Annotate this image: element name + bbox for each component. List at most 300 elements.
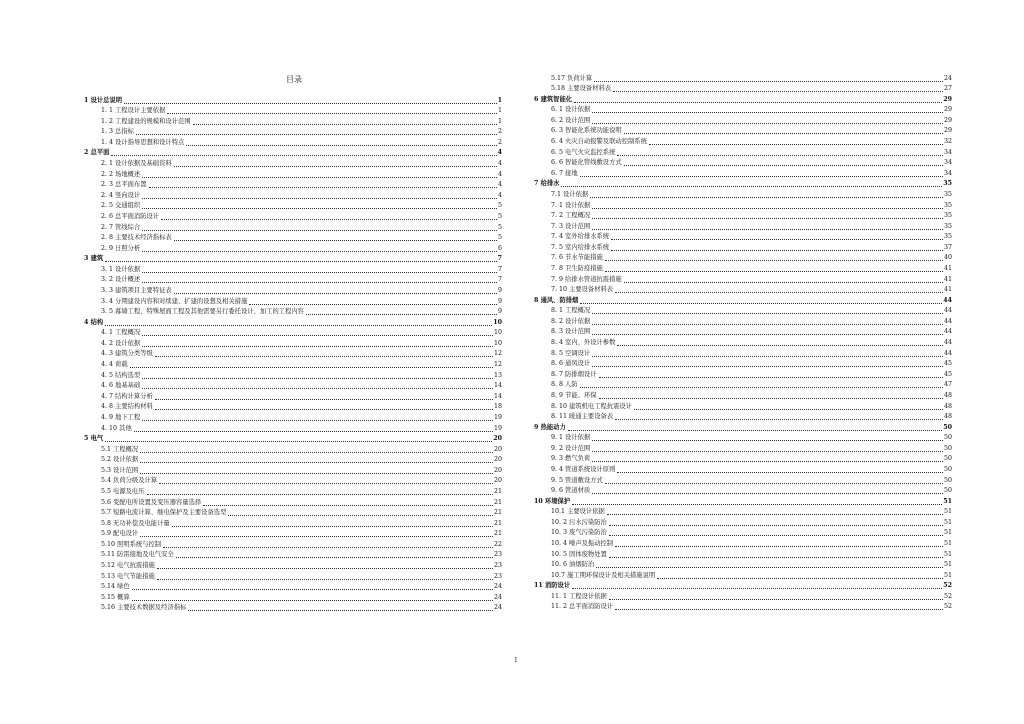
toc-leader-dots: [105, 260, 496, 262]
toc-leader-dots: [572, 587, 942, 589]
toc-subsection-entry: [534, 443, 952, 454]
toc-entry-page: 24: [943, 74, 952, 82]
toc-leader-dots: [624, 164, 943, 166]
toc-entry-page: 50: [943, 455, 952, 463]
toc-entry-title: 10.7 施工期环保设计及相关措施说明: [551, 571, 656, 579]
toc-subsection-entry: [534, 369, 952, 380]
toc-leader-dots: [609, 556, 943, 558]
toc-leader-dots: [142, 387, 493, 389]
toc-leader-dots: [561, 185, 942, 187]
toc-subsection-entry: [84, 476, 502, 487]
toc-subsection-entry: [534, 570, 952, 581]
toc-leader-dots: [596, 566, 943, 568]
toc-entry-title: 8 通风、防排烟: [534, 296, 579, 304]
toc-subsection-entry: [534, 136, 952, 147]
toc-entry-title: 7. 10 主要设备材料表: [551, 286, 614, 294]
toc-entry-title: 5.5 电源及电压: [101, 487, 145, 495]
toc-entry-title: 11. 1 工程设计依据: [551, 592, 607, 600]
toc-entry-page: 19: [493, 413, 502, 421]
toc-entry-page: 51: [943, 540, 952, 548]
toc-subsection-entry: [534, 316, 952, 327]
toc-leader-dots: [590, 196, 943, 198]
toc-entry-title: 10. 3 废气污染防治: [551, 529, 607, 537]
toc-entry-title: 4. 9 地下工程: [101, 413, 141, 421]
toc-entry-page: 21: [493, 530, 502, 538]
toc-entry-title: 7. 9 给排水管道抗震措施: [551, 275, 622, 283]
toc-entry-page: 50: [943, 423, 952, 431]
toc-entry-page: 44: [943, 339, 952, 347]
toc-entry-page: 10: [493, 318, 502, 326]
toc-entry-page: 41: [943, 286, 952, 294]
toc-leader-dots: [615, 608, 943, 610]
toc-section-entry: [534, 496, 952, 507]
toc-entry-title: 1. 1 工程设计主要依据: [101, 107, 166, 115]
toc-entry-title: 7. 1 设计依据: [551, 201, 591, 209]
toc-entry-page: 32: [943, 138, 952, 146]
toc-leader-dots: [155, 355, 493, 357]
toc-entry-page: 50: [943, 465, 952, 473]
toc-leader-dots: [592, 323, 943, 325]
toc-leader-dots: [592, 217, 943, 219]
toc-subsection-entry: [534, 380, 952, 391]
toc-entry-title: 7. 6 节水节能措施: [551, 254, 603, 262]
toc-entry-title: 4. 1 工程概况: [101, 329, 141, 337]
toc-entry-title: 7. 5 室内给排水系统: [551, 243, 610, 251]
toc-leader-dots: [124, 102, 497, 104]
toc-section-entry: [534, 422, 952, 433]
page-number: 1: [514, 657, 518, 664]
toc-leader-dots: [580, 175, 943, 177]
toc-leader-dots: [609, 534, 943, 536]
toc-entry-page: 24: [493, 604, 502, 612]
toc-entry-title: 4. 8 主要结构材料: [101, 403, 153, 411]
toc-entry-title: 9 热能动力: [534, 423, 566, 431]
toc-entry-page: 18: [493, 403, 502, 411]
toc-leader-dots: [599, 376, 943, 378]
toc-subsection-entry: [534, 549, 952, 560]
toc-entry-page: 23: [493, 572, 502, 580]
toc-leader-dots: [592, 312, 943, 314]
toc-leader-dots: [592, 207, 943, 209]
toc-entry-page: 52: [943, 603, 952, 611]
toc-entry-page: 9: [497, 308, 502, 316]
toc-section-entry: [84, 148, 502, 159]
toc-entry-page: 23: [493, 551, 502, 559]
toc-subsection-entry: [84, 571, 502, 582]
toc-subsection-entry: [84, 486, 502, 497]
toc-entry-title: 4. 10 其他: [101, 424, 132, 432]
toc-entry-title: 8. 7 防排烟设计: [551, 370, 597, 378]
toc-entry-title: 6 建筑智能化: [534, 95, 573, 103]
toc-entry-page: 21: [493, 519, 502, 527]
toc-subsection-entry: [84, 592, 502, 603]
toc-leader-dots: [174, 239, 497, 241]
toc-subsection-entry: [84, 391, 502, 402]
toc-leader-dots: [132, 588, 493, 590]
toc-entry-page: 35: [943, 233, 952, 241]
toc-leader-dots: [159, 482, 493, 484]
toc-leader-dots: [306, 313, 497, 315]
toc-title: 目录: [286, 75, 302, 84]
toc-subsection-entry: [84, 349, 502, 360]
toc-entry-title: 6. 6 智能化管线敷设方式: [551, 159, 622, 167]
toc-subsection-entry: [84, 211, 502, 222]
toc-subsection-entry: [534, 73, 952, 84]
toc-leader-dots: [617, 154, 943, 156]
toc-entry-page: 9: [497, 297, 502, 305]
toc-subsection-entry: [84, 539, 502, 550]
toc-entry-page: 9: [497, 286, 502, 294]
toc-subsection-entry: [534, 189, 952, 200]
toc-entry-page: 4: [497, 191, 502, 199]
toc-subsection-entry: [84, 137, 502, 148]
toc-subsection-entry: [534, 591, 952, 602]
toc-entry-title: 9. 6 管道材质: [551, 487, 591, 495]
toc-entry-page: 51: [943, 550, 952, 558]
toc-leader-dots: [592, 122, 943, 124]
toc-section-entry: [84, 317, 502, 328]
toc-subsection-entry: [84, 402, 502, 413]
toc-entry-page: 51: [943, 561, 952, 569]
toc-entry-title: 10.1 主要设计依据: [551, 508, 605, 516]
toc-entry-title: 3 建筑: [84, 255, 104, 263]
toc-leader-dots: [634, 408, 943, 410]
toc-leader-dots: [592, 460, 943, 462]
toc-subsection-entry: [534, 115, 952, 126]
toc-subsection-entry: [84, 412, 502, 423]
toc-entry-title: 5.12 电气抗震措施: [101, 562, 155, 570]
toc-leader-dots: [172, 525, 493, 527]
toc-entry-page: 1: [497, 117, 502, 125]
toc-subsection-entry: [534, 475, 952, 486]
toc-entry-title: 3. 5 幕墙工程、特殊屋面工程及其他需要另行委托设计、加工的工程内容: [101, 308, 304, 316]
toc-leader-dots: [568, 429, 942, 431]
toc-entry-title: 5.10 照明系统与控制: [101, 540, 162, 548]
toc-leader-dots: [130, 366, 493, 368]
toc-leader-dots: [140, 472, 493, 474]
toc-entry-page: 27: [943, 85, 952, 93]
toc-entry-title: 5.1 工程概况: [101, 445, 139, 453]
toc-leader-dots: [132, 599, 493, 601]
toc-subsection-entry: [534, 412, 952, 423]
toc-entry-page: 10: [493, 339, 502, 347]
toc-entry-page: 24: [493, 583, 502, 591]
toc-entry-page: 7: [497, 255, 502, 263]
toc-subsection-entry: [84, 307, 502, 318]
toc-subsection-entry: [534, 126, 952, 137]
toc-entry-title: 4 结构: [84, 318, 104, 326]
toc-leader-dots: [592, 355, 943, 357]
toc-subsection-entry: [84, 190, 502, 201]
toc-entry-page: 48: [943, 413, 952, 421]
toc-entry-title: 3. 3 建筑项目主要特征表: [101, 286, 172, 294]
toc-entry-page: 40: [943, 254, 952, 262]
toc-entry-title: 1 设计总说明: [84, 96, 123, 104]
toc-subsection-entry: [84, 275, 502, 286]
toc-subsection-entry: [84, 222, 502, 233]
toc-section-entry: [534, 295, 952, 306]
toc-entry-page: 20: [493, 435, 502, 443]
toc-entry-title: 5.3 设计范围: [101, 466, 139, 474]
toc-entry-page: 12: [493, 350, 502, 358]
toc-subsection-entry: [534, 263, 952, 274]
toc-subsection-entry: [534, 105, 952, 116]
toc-entry-page: 6: [497, 244, 502, 252]
toc-entry-title: 5.14 绿色: [101, 583, 130, 591]
toc-entry-page: 20: [493, 445, 502, 453]
toc-leader-dots: [142, 345, 493, 347]
toc-leader-dots: [142, 207, 497, 209]
toc-leader-dots: [617, 344, 943, 346]
toc-subsection-entry: [534, 401, 952, 412]
toc-leader-dots: [142, 281, 497, 283]
toc-entry-page: 10: [493, 329, 502, 337]
toc-entry-title: 8. 5 空调设计: [551, 349, 591, 357]
toc-subsection-entry: [84, 127, 502, 138]
toc-entry-title: 2. 3 总平面布置: [101, 181, 147, 189]
toc-subsection-entry: [84, 582, 502, 593]
toc-entry-title: 4. 5 结构选型: [101, 371, 141, 379]
toc-entry-page: 44: [943, 317, 952, 325]
toc-entry-page: 51: [943, 508, 952, 516]
toc-entry-title: 5.2 设计依据: [101, 456, 139, 464]
toc-subsection-entry: [84, 243, 502, 254]
toc-entry-page: 47: [943, 381, 952, 389]
toc-entry-title: 9. 2 设计范围: [551, 444, 591, 452]
toc-leader-dots: [142, 377, 493, 379]
toc-leader-dots: [155, 408, 493, 410]
toc-entry-page: 37: [943, 243, 952, 251]
toc-subsection-entry: [84, 201, 502, 212]
toc-entry-page: 34: [943, 169, 952, 177]
toc-entry-title: 1. 4 设计指导思想和设计特点: [101, 138, 185, 146]
toc-leader-dots: [657, 577, 943, 579]
toc-entry-title: 5.6 变配电所设置及变压器容量选择: [101, 498, 202, 506]
toc-entry-page: 29: [943, 95, 952, 103]
toc-entry-page: 45: [943, 370, 952, 378]
toc-leader-dots: [203, 504, 493, 506]
toc-subsection-entry: [534, 84, 952, 95]
toc-subsection-entry: [534, 221, 952, 232]
toc-subsection-entry: [84, 508, 502, 519]
toc-entry-title: 5.13 电气节能措施: [101, 572, 155, 580]
toc-leader-dots: [142, 250, 497, 252]
toc-entry-page: 21: [493, 487, 502, 495]
toc-subsection-entry: [534, 168, 952, 179]
toc-entry-title: 2. 1 设计依据及基础资料: [101, 160, 172, 168]
toc-entry-title: 5.7 短路电流计算、继电保护及主要设备选型: [101, 509, 227, 517]
toc-leader-dots: [580, 386, 943, 388]
toc-entry-page: 44: [943, 296, 952, 304]
toc-entry-title: 4. 3 建筑分类等级: [101, 350, 153, 358]
toc-leader-dots: [174, 165, 497, 167]
toc-leader-dots: [176, 556, 493, 558]
toc-entry-page: 14: [493, 382, 502, 390]
toc-entry-page: 2: [497, 138, 502, 146]
toc-subsection-entry: [84, 328, 502, 339]
toc-entry-page: 35: [943, 222, 952, 230]
toc-entry-title: 5.9 配电设计: [101, 530, 139, 538]
toc-entry-title: 9. 1 设计依据: [551, 434, 591, 442]
toc-entry-title: 11 消防设计: [534, 582, 571, 590]
toc-entry-title: 9. 5 管道敷设方式: [551, 476, 603, 484]
toc-entry-title: 2. 6 总平面消防设计: [101, 212, 160, 220]
toc-entry-page: 50: [943, 476, 952, 484]
toc-entry-page: 1: [497, 96, 502, 104]
toc-leader-dots: [134, 430, 493, 432]
toc-leader-dots: [605, 270, 943, 272]
toc-entry-title: 7 给排水: [534, 180, 560, 188]
toc-leader-dots: [572, 503, 942, 505]
toc-leader-dots: [609, 598, 943, 600]
toc-entry-title: 5 电气: [84, 435, 104, 443]
toc-subsection-entry: [534, 390, 952, 401]
toc-entry-title: 5.8 无功补偿及电能计量: [101, 519, 170, 527]
toc-section-entry: [84, 434, 502, 445]
toc-entry-page: 5: [497, 212, 502, 220]
toc-leader-dots: [142, 197, 497, 199]
toc-subsection-entry: [534, 486, 952, 497]
toc-subsection-entry: [534, 242, 952, 253]
toc-leader-dots: [167, 112, 497, 114]
toc-leader-dots: [163, 546, 493, 548]
toc-entry-title: 2. 2 场地概述: [101, 170, 141, 178]
toc-entry-page: 51: [943, 571, 952, 579]
toc-leader-dots: [157, 567, 493, 569]
toc-entry-page: 22: [493, 540, 502, 548]
toc-entry-page: 29: [943, 127, 952, 135]
toc-subsection-entry: [84, 465, 502, 476]
toc-entry-title: 8. 8 人防: [551, 381, 578, 389]
toc-subsection-entry: [84, 106, 502, 117]
toc-subsection-entry: [84, 381, 502, 392]
toc-subsection-entry: [534, 507, 952, 518]
toc-subsection-entry: [534, 147, 952, 158]
toc-entry-page: 21: [493, 509, 502, 517]
toc-entry-page: 20: [493, 456, 502, 464]
toc-entry-title: 6. 7 接地: [551, 169, 578, 177]
toc-subsection-entry: [534, 538, 952, 549]
toc-leader-dots: [615, 545, 943, 547]
toc-leader-dots: [605, 482, 943, 484]
toc-entry-page: 7: [497, 276, 502, 284]
toc-leader-dots: [615, 418, 943, 420]
toc-leader-dots: [592, 450, 943, 452]
toc-entry-page: 29: [943, 106, 952, 114]
toc-entry-page: 51: [943, 518, 952, 526]
toc-entry-page: 48: [943, 402, 952, 410]
toc-subsection-entry: [84, 180, 502, 191]
toc-entry-page: 4: [497, 170, 502, 178]
toc-leader-dots: [155, 398, 493, 400]
toc-entry-page: 35: [943, 212, 952, 220]
toc-entry-page: 7: [497, 265, 502, 273]
toc-entry-title: 10. 2 污水污染防治: [551, 518, 607, 526]
toc-entry-page: 50: [943, 434, 952, 442]
toc-leader-dots: [105, 324, 492, 326]
toc-entry-title: 9. 4 管道系统设计原则: [551, 465, 616, 473]
toc-leader-dots: [613, 90, 943, 92]
toc-subsection-entry: [534, 232, 952, 243]
toc-leader-dots: [592, 333, 943, 335]
toc-leader-dots: [592, 365, 943, 367]
toc-entry-title: 7. 8 卫生防疫措施: [551, 264, 603, 272]
toc-entry-page: 4: [497, 149, 502, 157]
toc-subsection-entry: [84, 370, 502, 381]
toc-entry-page: 20: [493, 477, 502, 485]
toc-subsection-entry: [84, 518, 502, 529]
toc-entry-title: 2. 7 管线综合: [101, 223, 141, 231]
toc-entry-title: 8. 6 通风设计: [551, 360, 591, 368]
toc-entry-title: 6. 5 电气火灾监控系统: [551, 148, 616, 156]
toc-entry-title: 11. 2 总平面消防设计: [551, 603, 614, 611]
toc-leader-dots: [149, 186, 497, 188]
toc-entry-page: 50: [943, 487, 952, 495]
toc-entry-page: 19: [493, 424, 502, 432]
toc-subsection-entry: [84, 116, 502, 127]
toc-subsection-entry: [534, 200, 952, 211]
toc-leader-dots: [611, 238, 943, 240]
toc-entry-title: 2. 5 交通组织: [101, 202, 141, 210]
toc-entry-title: 4. 4 荷载: [101, 361, 128, 369]
toc-subsection-entry: [84, 233, 502, 244]
toc-entry-title: 7.1 设计依据: [551, 190, 589, 198]
toc-subsection-entry: [534, 274, 952, 285]
toc-entry-title: 9. 3 燃气负荷: [551, 455, 591, 463]
toc-leader-dots: [140, 535, 493, 537]
toc-leader-dots: [605, 259, 943, 261]
toc-subsection-entry: [534, 337, 952, 348]
toc-entry-page: 52: [943, 582, 952, 590]
toc-left-column: [84, 95, 502, 613]
toc-entry-title: 10. 5 固体废物处置: [551, 550, 607, 558]
toc-leader-dots: [617, 471, 943, 473]
toc-entry-page: 29: [943, 116, 952, 124]
toc-entry-title: 5.17 负荷计算: [551, 74, 593, 82]
toc-entry-page: 14: [493, 392, 502, 400]
toc-entry-title: 10 环境保护: [534, 497, 571, 505]
toc-entry-title: 1. 3 总指标: [101, 128, 134, 136]
toc-subsection-entry: [534, 158, 952, 169]
toc-leader-dots: [174, 292, 497, 294]
toc-leader-dots: [592, 111, 943, 113]
toc-entry-page: 13: [493, 371, 502, 379]
toc-entry-page: 44: [943, 349, 952, 357]
toc-leader-dots: [607, 513, 943, 515]
toc-entry-page: 41: [943, 275, 952, 283]
toc-entry-title: 2. 9 日照分析: [101, 244, 141, 252]
toc-leader-dots: [161, 218, 497, 220]
toc-subsection-entry: [84, 169, 502, 180]
toc-leader-dots: [186, 144, 497, 146]
toc-leader-dots: [649, 143, 943, 145]
toc-entry-page: 23: [493, 562, 502, 570]
toc-entry-page: 34: [943, 159, 952, 167]
toc-subsection-entry: [84, 158, 502, 169]
toc-leader-dots: [592, 228, 943, 230]
toc-leader-dots: [592, 492, 943, 494]
toc-leader-dots: [157, 578, 493, 580]
toc-subsection-entry: [534, 517, 952, 528]
toc-entry-title: 5.18 主要设备材料表: [551, 85, 612, 93]
toc-section-entry: [84, 95, 502, 106]
toc-subsection-entry: [534, 253, 952, 264]
toc-entry-page: 24: [493, 593, 502, 601]
toc-entry-title: 3. 2 设计概述: [101, 276, 141, 284]
toc-entry-page: 5: [497, 223, 502, 231]
toc-entry-title: 4. 2 设计依据: [101, 339, 141, 347]
toc-subsection-entry: [84, 296, 502, 307]
